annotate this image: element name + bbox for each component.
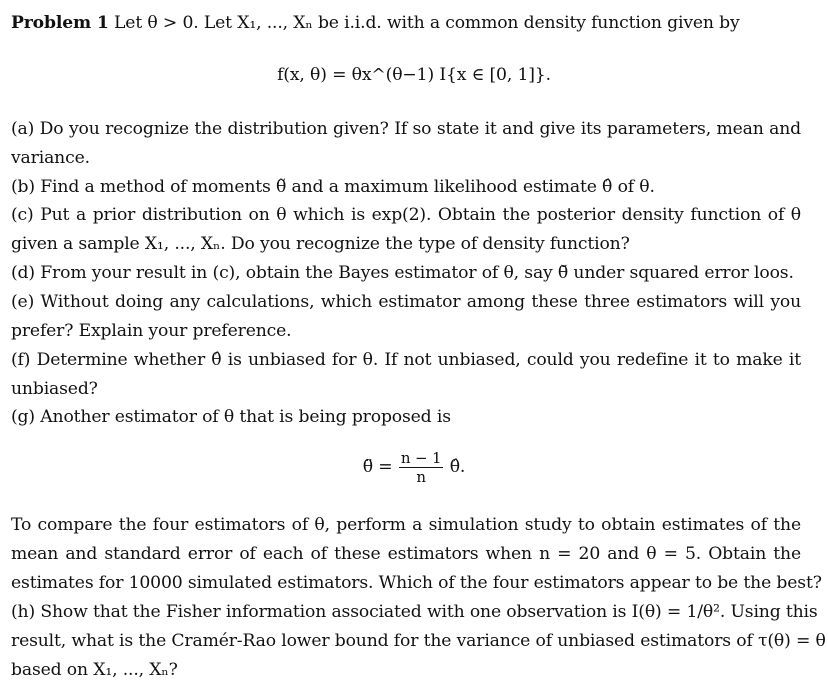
formula-lhs: θ̈ = xyxy=(362,457,393,477)
part-c-line-1: (c) Put a prior distribution on θ which is exp(2). Obtain the posterior density function of θ xyxy=(11,205,801,225)
part-c-line-2: given a sample X₁, ..., Xₙ. Do you recognize the type of density function? xyxy=(11,234,630,254)
problem-heading: Problem 1 xyxy=(11,13,109,33)
part-g-intro: (g) Another estimator of θ that is being proposed is xyxy=(11,407,451,427)
part-a-line-1: (a) Do you recognize the distribution given? If so state it and give its parameters, mean and xyxy=(11,119,801,139)
problem-intro: Let θ > 0. Let X₁, ..., Xₙ be i.i.d. with a common density function given by xyxy=(114,13,740,33)
problem-intro-line xyxy=(11,12,801,34)
part-b: (b) Find a method of moments θ̃ and a maximum likelihood estimate θ̂ of θ. xyxy=(11,177,655,197)
part-f-line-1: (f) Determine whether θ̂ is unbiased for θ. If not unbiased, could you redefine it to make it xyxy=(11,350,801,370)
part-a-line-2: variance. xyxy=(11,148,90,168)
part-d: (d) From your result in (c), obtain the Bayes estimator of θ, say θ̆ under squared error loos. xyxy=(11,263,794,283)
part-g-formula xyxy=(0,447,828,487)
part-g-text-line-2: mean and standard error of each of these estimators when n = 20 and θ = 5. Obtain the xyxy=(11,544,801,564)
formula-numerator: n − 1 xyxy=(400,449,442,467)
part-g-text-line-3: estimates for 10000 simulated estimators. Which of the four estimators appear to be the best? xyxy=(11,573,822,593)
formula-fraction xyxy=(399,449,444,486)
formula-rhs: θ̂. xyxy=(449,457,466,477)
part-e-line-2: prefer? Explain your preference. xyxy=(11,321,292,341)
part-e-line-1: (e) Without doing any calculations, which estimator among these three estimators will you xyxy=(11,292,801,312)
part-h-line-3: based on X₁, ..., Xₙ? xyxy=(11,660,178,680)
part-f-line-2: unbiased? xyxy=(11,379,98,399)
formula-denominator: n xyxy=(416,468,426,486)
density-formula: f(x, θ) = θx^(θ−1) I{x ∈ [0, 1]}. xyxy=(277,65,551,85)
part-g-text-line-1: To compare the four estimators of θ, perform a simulation study to obtain estimates of the xyxy=(11,515,801,535)
part-h-line-2: result, what is the Cramér-Rao lower bound for the variance of unbiased estimators of τ(θ) = θ xyxy=(11,631,826,651)
part-h-line-1: (h) Show that the Fisher information associated with one observation is I(θ) = 1/θ². Using this xyxy=(11,602,818,622)
